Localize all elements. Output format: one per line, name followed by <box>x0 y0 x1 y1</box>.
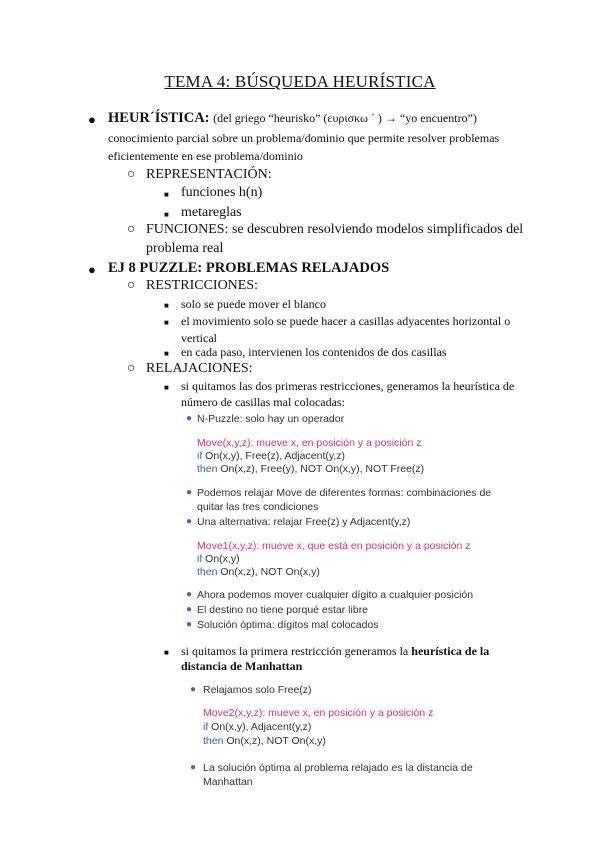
square-bullet-icon: ■ <box>164 190 169 199</box>
relajacion-2-line-1 <box>181 644 489 659</box>
heuristica-def-2: eficientemente en ese problema/dominio <box>108 149 303 163</box>
circle-bullet-icon: ○ <box>127 222 136 237</box>
relax-line-2: quitar las tres condiciones <box>197 501 319 513</box>
relax-line-1: Podemos relajar Move de diferentes formas: combinaciones de <box>197 487 492 499</box>
if-keyword: if <box>197 553 203 565</box>
restriccion-1: solo se puede mover el blanco <box>181 297 326 311</box>
circle-bullet-icon: ○ <box>127 361 136 376</box>
move-then-line <box>197 463 424 475</box>
puzzle-heading: EJ 8 PUZZLE: PROBLEMAS RELAJADOS <box>108 260 390 276</box>
bullet-icon: ● <box>88 112 96 127</box>
relajacion-1-line-1: si quitamos las dos primeras restricciones, generamos la heurística de <box>181 379 515 393</box>
move-if-line <box>197 450 345 462</box>
then-keyword: then <box>197 463 218 475</box>
then-keyword: then <box>203 735 224 747</box>
restriccion-2-line-2: vertical <box>181 331 217 345</box>
funciones-line-2: problema real <box>146 241 224 256</box>
circle-bullet-icon: ○ <box>127 278 136 293</box>
relajacion-1-line-2: número de casillas mal colocadas: <box>181 395 345 409</box>
puzzle-heading-wrap <box>108 260 389 277</box>
solucion-2-line-1: La solución óptima al problema relajado es la distancia de <box>203 762 473 774</box>
restricciones-heading: RESTRICCIONES: <box>146 278 259 293</box>
move1-then-line <box>197 566 320 578</box>
move2-if-line <box>203 721 311 733</box>
then-keyword: then <box>197 566 218 578</box>
square-bullet-icon: ■ <box>164 383 169 392</box>
restriccion-2-line-1: el movimiento solo se puede hacer a casillas adyacentes horizontal o <box>181 314 511 328</box>
slide-bullet-icon: ● <box>190 762 197 773</box>
ahora-texto: Ahora podemos mover cualquier dígito a cualquier posición <box>197 589 474 601</box>
slide-bullet-icon: ● <box>186 516 193 527</box>
relajaciones-heading: RELAJACIONES: <box>146 361 253 376</box>
move2-then-effects: On(x,z), NOT On(x,y) <box>226 735 326 747</box>
slide-bullet-icon: ● <box>190 684 197 695</box>
move1-if-line <box>197 553 240 565</box>
relajacion-2-text: si quitamos la primera restricción generamos la <box>181 644 409 658</box>
slide-bullet-icon: ● <box>186 619 193 630</box>
page-title: TEMA 4: BÚSQUEDA HEURÍSTICA <box>164 72 436 91</box>
rep-item: funciones h(n) <box>181 185 263 200</box>
slide-bullet-icon: ● <box>186 604 193 615</box>
if-keyword: if <box>203 721 209 733</box>
relajacion-2-bold: heurística de la <box>411 644 490 658</box>
funciones-line-1: FUNCIONES: se descubren resolviendo modelos simplificados del <box>146 222 524 237</box>
move-if-conditions: On(x,y), Free(z), Adjacent(y,z) <box>205 450 346 462</box>
square-bullet-icon: ■ <box>164 648 169 657</box>
heuristica-def-1: conocimiento parcial sobre un problema/dominio que permite resolver problemas <box>108 131 500 145</box>
heuristica-etymology: (del griego “heurisko” (ευρισκω ´ ) → “yo encuentro”) <box>213 111 477 125</box>
move1-then-effects: On(x,z), NOT On(x,y) <box>220 566 320 578</box>
solucion-texto: Solución óptima: dígitos mal colocados <box>197 619 379 631</box>
move1-definition: Move1(x,y,z): mueve x, que está en posición y a posición z <box>197 540 471 552</box>
relajacion-2-line-2 <box>181 659 302 674</box>
move2-if-conditions: On(x,y), Adjacent(y,z) <box>211 721 312 733</box>
manhattan-bold: distancia de Manhattan <box>181 659 303 673</box>
npuzzle-operator: N-Puzzle: solo hay un operador <box>197 413 345 425</box>
square-bullet-icon: ■ <box>164 210 169 219</box>
heuristica-heading-line <box>108 110 477 127</box>
restriccion-3: en cada paso, intervienen los contenidos de dos casillas <box>181 345 447 359</box>
alternativa: Una alternativa: relajar Free(z) y Adjacent(y,z) <box>197 516 411 528</box>
square-bullet-icon: ■ <box>164 318 169 327</box>
square-bullet-icon: ■ <box>164 349 169 358</box>
move2-definition: Move2(x,y,z): mueve x, en posición y a posición z <box>203 707 434 719</box>
slide-bullet-icon: ● <box>186 413 193 424</box>
destino-texto: El destino no tiene porqué estar libre <box>197 604 369 616</box>
slide-bullet-icon: ● <box>186 487 193 498</box>
if-keyword: if <box>197 450 203 462</box>
circle-bullet-icon: ○ <box>127 167 136 182</box>
move-then-effects: On(x,z), Free(y), NOT On(x,y), NOT Free(z) <box>220 463 425 475</box>
move2-then-line <box>203 735 326 747</box>
move-definition: Move(x,y,z): mueve x, en posición y a posición z <box>197 437 422 449</box>
solucion-2-line-2: Manhattan <box>203 776 253 788</box>
relajamos-texto: Relajamos solo Free(z) <box>203 684 312 696</box>
move1-if-conditions: On(x,y) <box>205 553 240 565</box>
square-bullet-icon: ■ <box>164 301 169 310</box>
representacion-heading: REPRESENTACIÓN: <box>146 167 272 182</box>
heuristica-heading: HEUR´ÍSTICA: <box>108 110 210 126</box>
bullet-icon: ● <box>88 262 96 277</box>
rep-item: metareglas <box>181 205 242 220</box>
slide-bullet-icon: ● <box>186 589 193 600</box>
